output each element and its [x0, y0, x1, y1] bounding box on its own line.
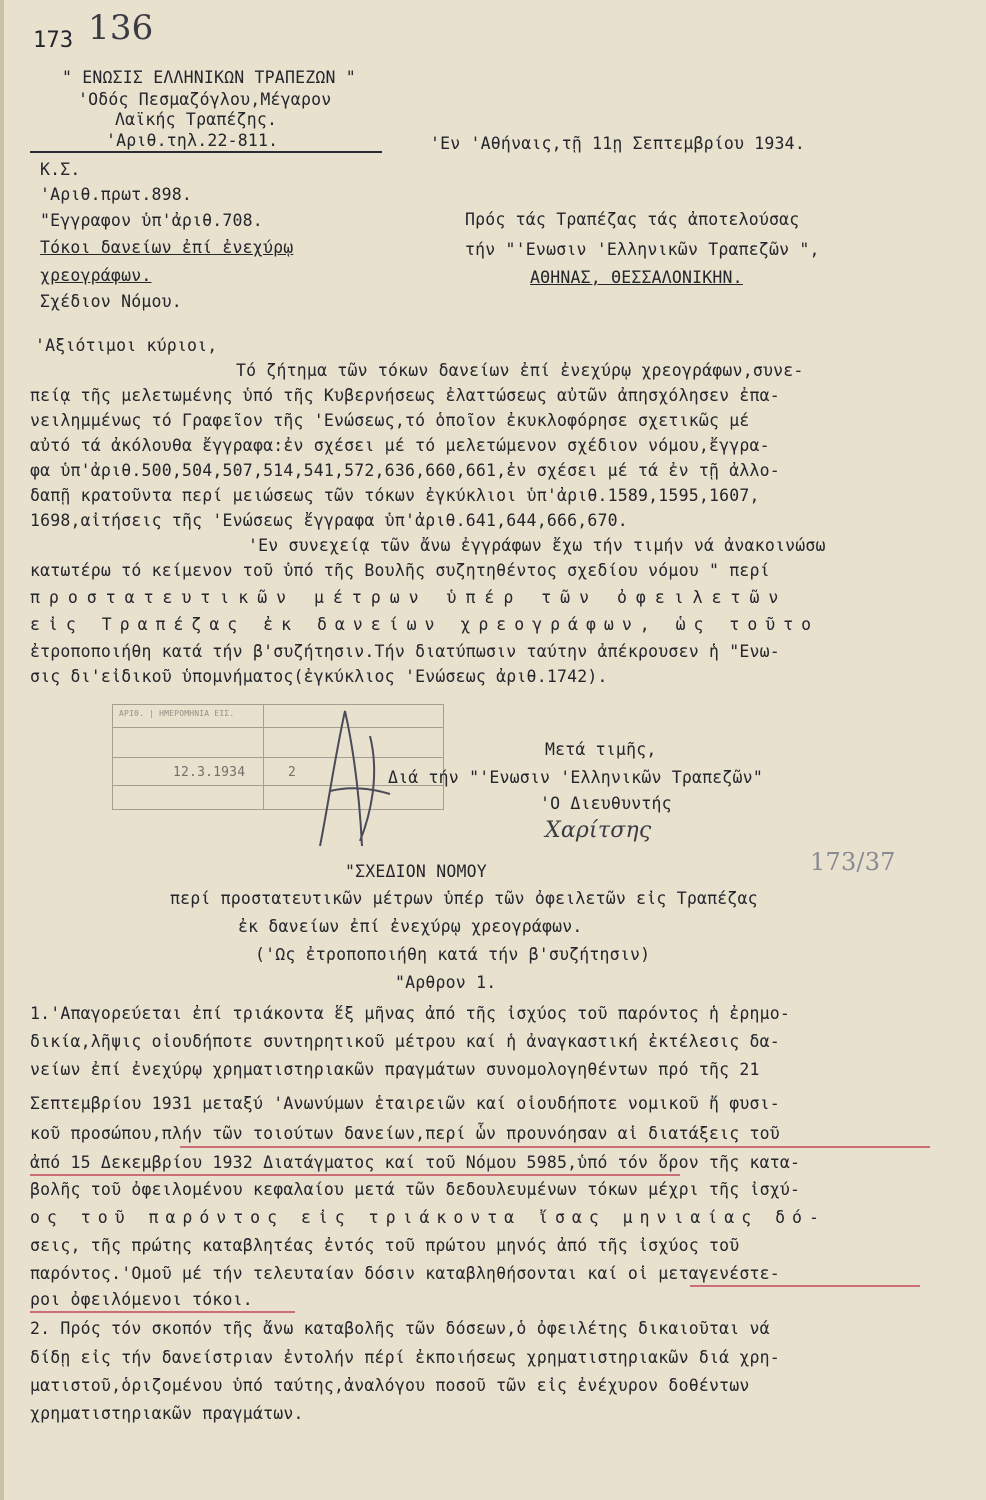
body-line-spaced: εἰς Τραπέζας ἐκ δανείων χρεογράφων, ὡς τοῦτο	[30, 615, 820, 634]
body-line: δαπῇ κρατοῦντα περί μειώσεως τῶν τόκων ἐγκύκλιοι ὑπ'ἀριθ.1589,1595,1607,	[30, 486, 760, 505]
body-line: σις δι'εἰδικοῦ ὑπομνήματος(ἐγκύκλιος 'Ενώσεως ἀριθ.1742).	[30, 667, 608, 686]
body-line: κατωτέρω τό κείμενον τοῦ ὑπό τῆς Βουλῆς συζητηθέντος σχεδίου νόμου " περί	[30, 561, 770, 580]
letterhead-address-2: Λαϊκής Τραπέζης.	[115, 110, 278, 129]
article-line-spaced: ος τοῦ παρόντος εἰς τριάκοντα ἴσας μηνιαίας δό-	[30, 1208, 826, 1227]
body-line: ἐτροποποιήθη κατά τήν β'συζήτησιν.Τήν διατύπωσιν ταύτην ἀπέκρουσεν ἡ "Ενω-	[30, 642, 780, 661]
body-line: αὐτό τά ἀκόλουθα ἔγγραφα:ἐν σχέσει μέ τό μελετώμενον σχέδιον νόμου,ἔγγρα-	[30, 436, 770, 455]
recipient-cities: ΑΘΗΝΑΣ, ΘΕΣΣΑΛΟΝΙΚΗΝ.	[530, 268, 743, 287]
closing-for: Διά τήν "'Ενωσιν 'Ελληνικῶν Τραπεζῶν"	[388, 768, 763, 787]
closing-title: 'Ο Διευθυντής	[540, 794, 672, 813]
recipient-line-1: Πρός τάς Τραπέζας τάς ἀποτελούσας	[465, 210, 800, 229]
stamp-header: ΑΡΙΘ. | ΗΜΕΡΟΜΗΝΙΑ ΕΙΣ.	[119, 709, 235, 718]
salutation: 'Αξιότιμοι κύριοι,	[35, 336, 218, 355]
dateline: 'Εν 'Αθήναις,τῇ 11ῃ Σεπτεμβρίου 1934.	[430, 134, 805, 153]
draft-law-subtitle-2: ἐκ δανείων ἐπί ἐνεχύρῳ χρεογράφων.	[238, 917, 583, 936]
article-line: σεις, τῆς πρώτης καταβλητέας ἐντός τοῦ πρώτου μηνός ἀπό τῆς ἰσχύος τοῦ	[30, 1236, 740, 1255]
letterhead-rule	[30, 151, 382, 153]
reference-number: "Εγγραφον ὑπ'ἀριθ.708.	[40, 211, 263, 230]
red-underline	[180, 1146, 930, 1148]
draft-law-label: Σχέδιον Νόμου.	[40, 292, 182, 311]
draft-law-heading: "ΣΧΕΔΙΟΝ ΝΟΜΟΥ	[345, 862, 487, 881]
archive-number-handwritten: 136	[88, 8, 154, 48]
red-underline	[690, 1285, 920, 1287]
body-line-spaced: προστατευτικῶν μέτρων ὑπέρ τῶν ὀφειλετῶν	[30, 588, 788, 607]
stamp-number: 2	[288, 765, 297, 780]
body-line: 1698,αἰτήσεις τῆς 'Ενώσεως ἔγγραφα ὑπ'ἀριθ.641,644,666,670.	[30, 511, 628, 530]
article-line: 1.'Απαγορεύεται ἐπί τριάκοντα ἕξ μῆνας ἀπό τῆς ἰσχύος τοῦ παρόντος ἡ ἐρημο-	[30, 1004, 791, 1023]
red-underline	[30, 1311, 295, 1313]
archive-number-typed: 173	[33, 28, 74, 53]
letterhead-address-1: 'Οδός Πεσμαζόγλου,Μέγαρον	[78, 90, 332, 109]
stamp-date: 12.3.1934	[173, 765, 246, 780]
article-line: ροι ὀφειλόμενοι τόκοι.	[30, 1290, 253, 1309]
page-edge	[0, 0, 4, 1500]
letterhead-phone: 'Αριθ.τηλ.22-811.	[106, 131, 279, 150]
article-line: χρηματιστηριακῶν πραγμάτων.	[30, 1404, 304, 1423]
body-line: Τό ζήτημα τῶν τόκων δανείων ἐπί ἐνεχύρῳ χρεογράφων,συνε-	[236, 361, 804, 380]
subject-line-1: Τόκοι δανείων ἐπί ἐνεχύρῳ	[40, 238, 294, 257]
article-line: 2. Πρός τόν σκοπόν τῆς ἄνω καταβολῆς τῶν δόσεων,ὁ ὀφειλέτης δικαιοῦται νά	[30, 1319, 770, 1338]
protocol-number: 'Αριθ.πρωτ.898.	[40, 185, 193, 204]
body-line: 'Εν συνεχείᾳ τῶν ἄνω ἐγγράφων ἔχω τήν τιμήν νά ἀνακοινώσω	[248, 536, 826, 555]
draft-law-subtitle-1: περί προστατευτικῶν μέτρων ὑπέρ τῶν ὀφειλετῶν εἰς Τραπέζας	[170, 889, 758, 908]
article-heading: "Αρθρον 1.	[395, 973, 497, 992]
article-line: ἀπό 15 Δεκεμβρίου 1932 Διατάγματος καί τοῦ Νόμου 5985,ὑπό τόν ὅρον τῆς κατα-	[30, 1153, 801, 1172]
recipient-line-2: τήν "'Ενωσιν 'Ελληνικῶν Τραπεζῶν ",	[465, 240, 820, 259]
letterhead-org: " ΕΝΩΣΙΣ ΕΛΛΗΝΙΚΩΝ ΤΡΑΠΕΖΩΝ "	[62, 68, 356, 87]
article-line: ματιστοῦ,ὁριζομένου ὑπό ταύτης,ἀναλόγου ποσοῦ τῶν εἰς ἐνέχυρον δοθέντων	[30, 1376, 750, 1395]
red-underline	[30, 1174, 680, 1176]
body-line: φα ὑπ'ἀριθ.500,504,507,514,541,572,636,660,661,ἐν σχέσει μέ τά ἐν τῇ ἀλλο-	[30, 461, 780, 480]
draft-law-subtitle-3: ('Ως ἐτροποποιήθη κατά τήν β'συζήτησιν)	[255, 945, 651, 964]
body-line: πείᾳ τῆς μελετωμένης ὑπό τῆς Κυβερνήσεως ἐλαττώσεως αὐτῶν ἀπησχόλησεν ἐπα-	[30, 386, 780, 405]
ks-initials: Κ.Σ.	[40, 160, 81, 179]
article-line: δικία,λῆψις οἱουδήποτε συντηρητικοῦ μέτρου καί ἡ ἀναγκαστική ἐκτέλεσις δα-	[30, 1032, 780, 1051]
body-line: νειλημμένως τό Γραφεῖον τῆς 'Ενώσεως,τό ὁποῖον ἐκυκλοφόρησε σχετικῶς μέ	[30, 411, 750, 430]
article-line: παρόντος.'Ομοῦ μέ τήν τελευταίαν δόσιν καταβληθήσονται καί οἱ μεταγενέστε-	[30, 1264, 780, 1283]
article-line: νείων ἐπί ἐνεχύρῳ χρηματιστηριακῶν πραγμάτων συνομολογηθέντων πρό τῆς 21	[30, 1060, 760, 1079]
article-line: κοῦ προσώπου,πλήν τῶν τοιούτων δανείων,περί ὧν προυνόησαν αἱ διατάξεις τοῦ	[30, 1124, 780, 1143]
archive-number-right: 173/37	[810, 848, 896, 876]
article-line: Σεπτεμβρίου 1931 μεταξύ 'Ανωνύμων ἑταιρειῶν καί οἱουδήποτε νομικοῦ ἤ φυσι-	[30, 1094, 780, 1113]
article-line: βολῆς τοῦ ὀφειλομένου κεφαλαίου μετά τῶν δεδουλευμένων τόκων μέχρι τῆς ἰσχύ-	[30, 1180, 801, 1199]
signature: Χαρίτσης	[545, 818, 652, 843]
closing-regards: Μετά τιμῆς,	[545, 740, 657, 759]
subject-line-2: χρεογράφων.	[40, 266, 152, 285]
article-line: δίδῃ εἰς τήν δανείστριαν ἐντολήν πέρί ἐκποιήσεως χρηματιστηριακῶν διά χρη-	[30, 1348, 780, 1367]
